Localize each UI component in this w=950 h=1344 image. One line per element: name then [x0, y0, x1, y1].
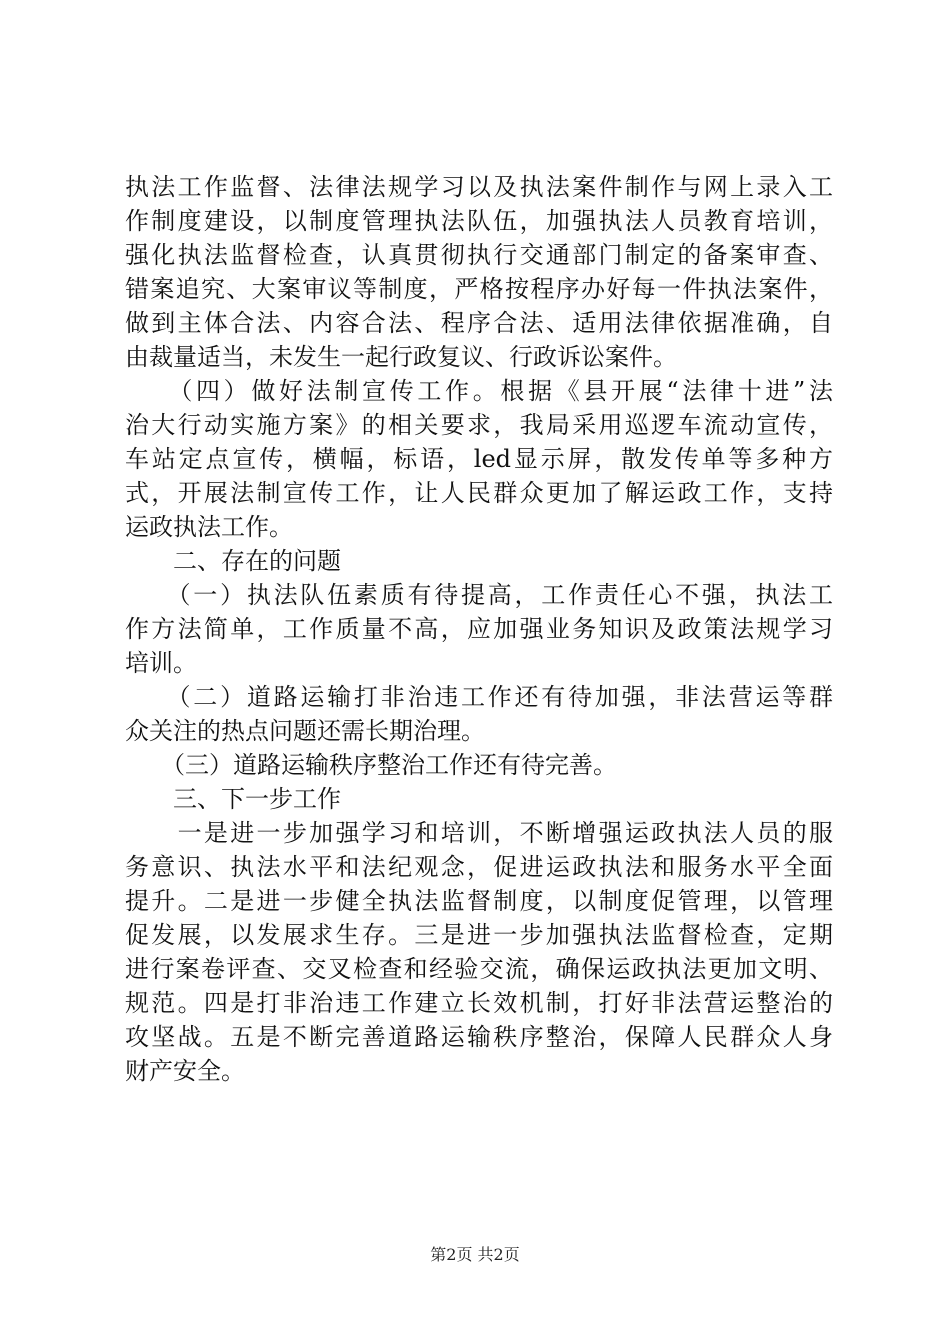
- paragraph-line: 一是进一步加强学习和培训，不断增强运政执法人员的服: [125, 819, 833, 847]
- paragraph-line: 促发展，以发展求生存。三是进一步加强执法监督检查，定期: [125, 921, 833, 949]
- paragraph-line: （一）执法队伍素质有待提高，工作责任心不强，执法工: [125, 581, 833, 609]
- document-body: [125, 170, 833, 1088]
- paragraph: [125, 544, 833, 578]
- paragraph-line: 式，开展法制宣传工作，让人民群众更加了解运政工作，支持: [125, 479, 833, 507]
- paragraph-line: 二、存在的问题: [125, 547, 341, 575]
- paragraph-line: 车站定点宣传，横幅，标语，led显示屏，散发传单等多种方: [125, 445, 833, 473]
- paragraph-line: （二）道路运输打非治违工作还有待加强，非法营运等群: [125, 683, 833, 711]
- paragraph-line: 执法工作监督、法律法规学习以及执法案件制作与网上录入工: [125, 173, 833, 201]
- paragraph-line: 运政执法工作。: [125, 513, 293, 541]
- paragraph-line: 进行案卷评查、交叉检查和经验交流，确保运政执法更加文明、: [125, 955, 833, 983]
- paragraph-line: 错案追究、大案审议等制度，严格按程序办好每一件执法案件，: [125, 275, 833, 303]
- paragraph-line: （三）道路运输秩序整治工作还有待完善。: [125, 751, 617, 779]
- paragraph: [125, 374, 833, 544]
- paragraph-line: 强化执法监督检查，认真贯彻执行交通部门制定的备案审查、: [125, 241, 833, 269]
- paragraph-line: 财产安全。: [125, 1057, 245, 1085]
- paragraph: [125, 578, 833, 680]
- paragraph: [125, 170, 833, 374]
- paragraph-line: 做到主体合法、内容合法、程序合法、适用法律依据准确，自: [125, 309, 833, 337]
- paragraph-line: 务意识、执法水平和法纪观念，促进运政执法和服务水平全面: [125, 853, 833, 881]
- paragraph-line: 攻坚战。五是不断完善道路运输秩序整治，保障人民群众人身: [125, 1023, 833, 1051]
- paragraph-line: 众关注的热点问题还需长期治理。: [125, 717, 485, 745]
- paragraph-line: 由裁量适当，未发生一起行政复议、行政诉讼案件。: [125, 343, 677, 371]
- paragraph-line: 三、下一步工作: [125, 785, 341, 813]
- paragraph-line: 作制度建设，以制度管理执法队伍，加强执法人员教育培训，: [125, 207, 833, 235]
- paragraph: [125, 680, 833, 748]
- paragraph: [125, 816, 833, 1088]
- page-footer: 第2页 共2页: [430, 1245, 520, 1264]
- paragraph: [125, 782, 833, 816]
- paragraph-line: 作方法简单，工作质量不高，应加强业务知识及政策法规学习: [125, 615, 833, 643]
- paragraph: [125, 748, 833, 782]
- paragraph-line: 规范。四是打非治违工作建立长效机制，打好非法营运整治的: [125, 989, 833, 1017]
- paragraph-line: 治大行动实施方案》的相关要求，我局采用巡逻车流动宣传，: [125, 411, 833, 439]
- paragraph-line: 提升。二是进一步健全执法监督制度，以制度促管理，以管理: [125, 887, 833, 915]
- paragraph-line: （四）做好法制宣传工作。根据《县开展“法律十进”法: [125, 377, 833, 405]
- paragraph-line: 培训。: [125, 649, 197, 677]
